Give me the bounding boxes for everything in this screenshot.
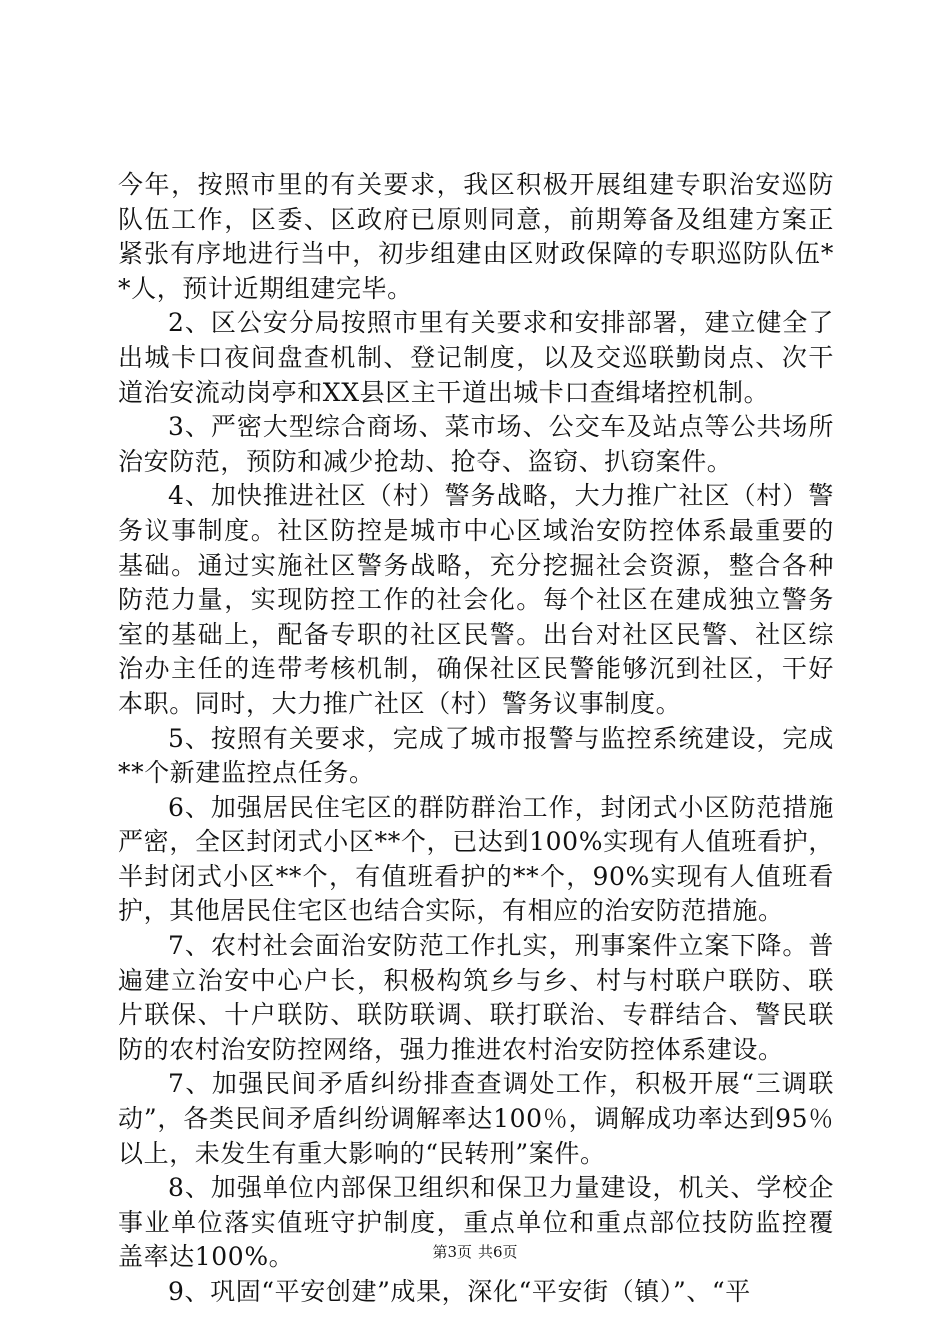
document-body (118, 168, 834, 1310)
paragraph-5: 5、按照有关要求，完成了城市报警与监控系统建设，完成**个新建监控点任务。 (118, 723, 834, 788)
paragraph-4: 4、加快推进社区（村）警务战略，大力推广社区（村）警务议事制度。社区防控是城市中心区域治安防控体系最重要的基础。通过实施社区警务战略，充分挖掘社会资源，整合各种防范力量，实现防控工作的社会化。每个社区在建成独立警务室的基础上，配备专职的社区民警。出台对社区民警、社区综治办主任的连带考核机制，确保社区民警能够沉到社区，干好本职。同时，大力推广社区（村）警务议事制度。 (118, 481, 834, 718)
paragraph-7: 7、农村社会面治安防范工作扎实，刑事案件立案下降。普遍建立治安中心户长，积极构筑乡与乡、村与村联户联防、联片联保、十户联防、联防联调、联打联治、专群结合、警民联防的农村治安防控网络，强力推进农村治安防控体系建设。 (118, 931, 834, 1064)
paragraph-8: 7、加强民间矛盾纠纷排查查调处工作，积极开展“三调联动”，各类民间矛盾纠纷调解率达100％，调解成功率达到95％以上，未发生有重大影响的“民转刑”案件。 (118, 1069, 834, 1168)
paragraph-6: 6、加强居民住宅区的群防群治工作，封闭式小区防范措施严密，全区封闭式小区**个，已达到100%实现有人值班看护，半封闭式小区**个，有值班看护的**个，90%实现有人值班看护，其他居民住宅区也结合实际，有相应的治安防范措施。 (118, 792, 834, 926)
paragraph-10: 9、巩固“平安创建”成果，深化“平安街（镇）”、“平 (168, 1277, 751, 1306)
paragraph-2: 2、区公安分局按照市里有关要求和安排部署，建立健全了出城卡口夜间盘查机制、登记制度，以及交巡联勤岗点、次干道治安流动岗亭和XX县区主干道出城卡口查缉堵控机制。 (118, 308, 834, 407)
page-number-total: 共6页 (478, 1243, 518, 1261)
page-footer (0, 1243, 950, 1261)
paragraph-3: 3、严密大型综合商场、菜市场、公交车及站点等公共场所治安防范，预防和减少抢劫、抢夺、盗窃、扒窃案件。 (118, 412, 834, 476)
page-number-current: 第3页 (432, 1243, 472, 1261)
paragraph-1: 今年，按照市里的有关要求，我区积极开展组建专职治安巡防队伍工作，区委、区政府已原则同意，前期筹备及组建方案正紧张有序地进行当中，初步组建由区财政保障的专职巡防队伍**人，预计近期组建完毕。 (118, 170, 834, 303)
paragraph-9: 8、加强单位内部保卫组织和保卫力量建设，机关、学校企事业单位落实值班守护制度，重点单位和重点部位技防监控覆盖率达100%。 (118, 1173, 834, 1272)
